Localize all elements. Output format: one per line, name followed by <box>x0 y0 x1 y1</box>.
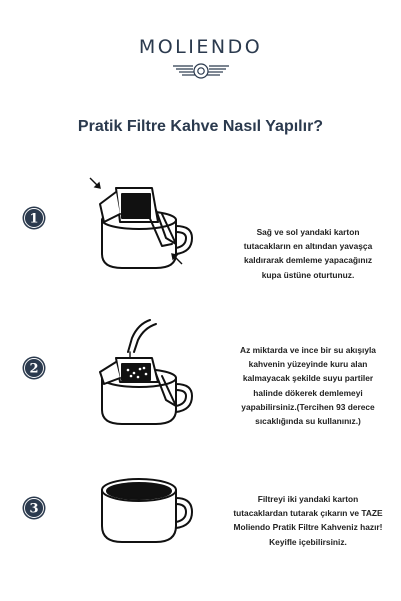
step-1-line: tutacakların en altından yavaşça <box>243 241 373 252</box>
step-1-line: Sağ ve sol yandaki karton <box>256 227 360 237</box>
page-title: Pratik Filtre Kahve Nasıl Yapılır? <box>77 118 324 135</box>
mug-full-of-coffee-icon <box>86 468 196 548</box>
step-1-line: kaldırarak demleme yapacağınız <box>243 255 373 266</box>
step-2-line: yapabilirsiniz.(Tercihen 93 derece <box>241 401 375 412</box>
step-1-description <box>228 225 388 282</box>
step-2-line: Az miktarda ve ince bir su akışıyla <box>240 345 376 355</box>
step-2-number-badge <box>22 356 46 380</box>
step-3-line: Filtreyi iki yandaki karton <box>257 494 359 504</box>
step-2-number: 2 <box>29 361 39 377</box>
step-1-number-badge <box>22 206 46 230</box>
step-3-line: Keyifle içebilirsiniz. <box>269 536 347 547</box>
step-1-number: 1 <box>29 211 39 227</box>
step-3-number: 3 <box>29 501 39 517</box>
brand-header <box>0 36 401 80</box>
step-3-description <box>228 492 388 549</box>
filter-hanging-on-mug-icon <box>86 174 196 274</box>
step-3-number-badge <box>22 496 46 520</box>
winged-emblem-icon <box>170 62 232 80</box>
step-3-line: Moliendo Pratik Filtre Kahveniz hazır! <box>233 522 383 533</box>
step-3-line: tutacaklardan tutarak çıkarın ve TAZE <box>233 508 383 519</box>
pouring-water-into-filter-icon <box>86 318 196 430</box>
brand-name: MOLIENDO <box>138 36 263 58</box>
step-2-line: kahvenin yüzeyinde kuru alan <box>248 359 368 370</box>
step-1-line: kupa üstüne oturtunuz. <box>261 269 355 280</box>
step-2-line: halinde dökerek demlemeyi <box>253 387 363 398</box>
step-2-line: sıcaklığında su kullanınız.) <box>255 416 361 427</box>
step-2-line: kalmayacak şekilde suyu partiler <box>242 373 374 384</box>
step-2-description <box>228 343 388 428</box>
